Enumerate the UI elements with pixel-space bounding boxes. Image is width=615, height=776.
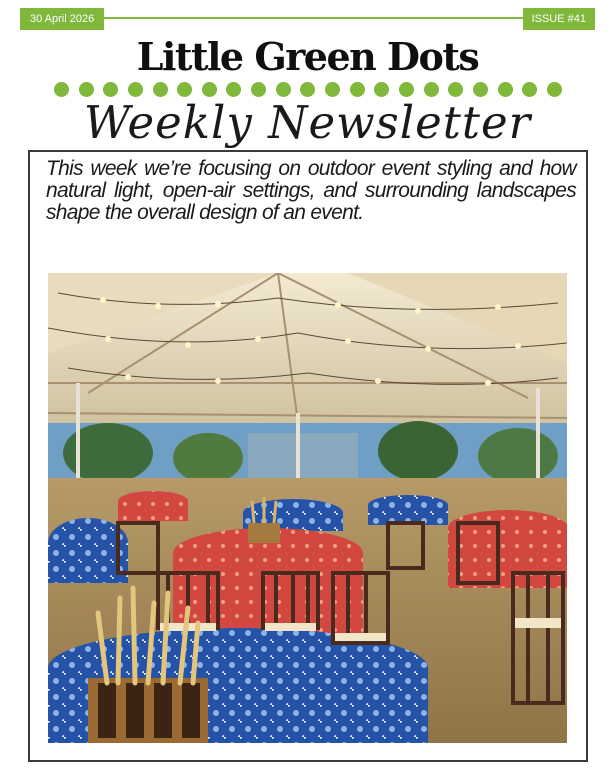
green-dot (448, 82, 463, 97)
top-rule (20, 17, 595, 19)
event-tent-photo (48, 273, 567, 743)
green-dot (547, 82, 562, 97)
date-badge: 30 April 2026 (20, 8, 104, 30)
green-dot (300, 82, 315, 97)
green-dot (202, 82, 217, 97)
green-dot (54, 82, 69, 97)
green-dot (350, 82, 365, 97)
green-dot (103, 82, 118, 97)
newsletter-headline: Weekly Newsletter (83, 96, 532, 149)
green-dot (424, 82, 439, 97)
green-dot (177, 82, 192, 97)
brand-title: Little Green Dots (136, 34, 479, 79)
green-dot (79, 82, 94, 97)
green-dot (153, 82, 168, 97)
green-dot (374, 82, 389, 97)
green-dot (399, 82, 414, 97)
green-dot (473, 82, 488, 97)
green-dot (276, 82, 291, 97)
issue-badge: ISSUE #41 (523, 8, 595, 30)
green-dot (128, 82, 143, 97)
green-dot (226, 82, 241, 97)
intro-paragraph: This week we’re focusing on outdoor event styling and how natural light, open-air settings, and surrounding landscapes shape the overall design of an event. (46, 157, 576, 224)
green-dot (522, 82, 537, 97)
green-dot (251, 82, 266, 97)
green-dot (325, 82, 340, 97)
green-dot (498, 82, 513, 97)
